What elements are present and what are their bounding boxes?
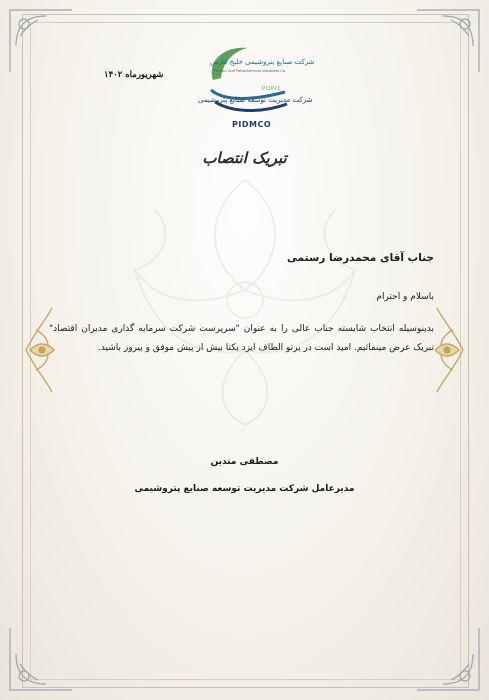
recipient-name: جناب آقای محمدرضا رستمی [287,252,434,264]
letter-heading: تبریک انتصاب [202,149,287,167]
logo-abbr-bottom: PIDMCO [232,120,272,129]
signatory-name: مصطفی متدین [210,457,279,467]
logo-company-bottom-fa: شرکت مدیریت توسعه صنایع پتروشیمی [198,96,313,104]
corner-ornament-icon [413,6,483,76]
corner-ornament-icon [6,6,76,76]
logo-abbr-top: POPIC [262,86,282,92]
logo-company-top-en: Persian Gulf Petrochemical Industries Co. [214,69,286,73]
signatory-title: مدیرعامل شرکت مدیریت توسعه صنایع پتروشیمی [134,484,355,494]
corner-ornament-icon [413,624,483,694]
greeting-line: باسلام و احترام [376,292,434,302]
logo-company-top-fa: شرکت صنایع پتروشیمی خلیج فارس [210,58,315,66]
corner-ornament-icon [6,624,76,694]
letter-date: شهریورماه ۱۴۰۲ [104,70,164,80]
body-paragraph: بدینوسیله انتخاب شایسته جناب عالی را به عنوان "سرپرست شرکت سرمایه گذاری مدیران اقتصاد" تبریک عرض مینمائیم. امید است در پرتو الطاف ایزد یکتا بیش از پیش موفق و پیروز باشید. [49,324,434,353]
